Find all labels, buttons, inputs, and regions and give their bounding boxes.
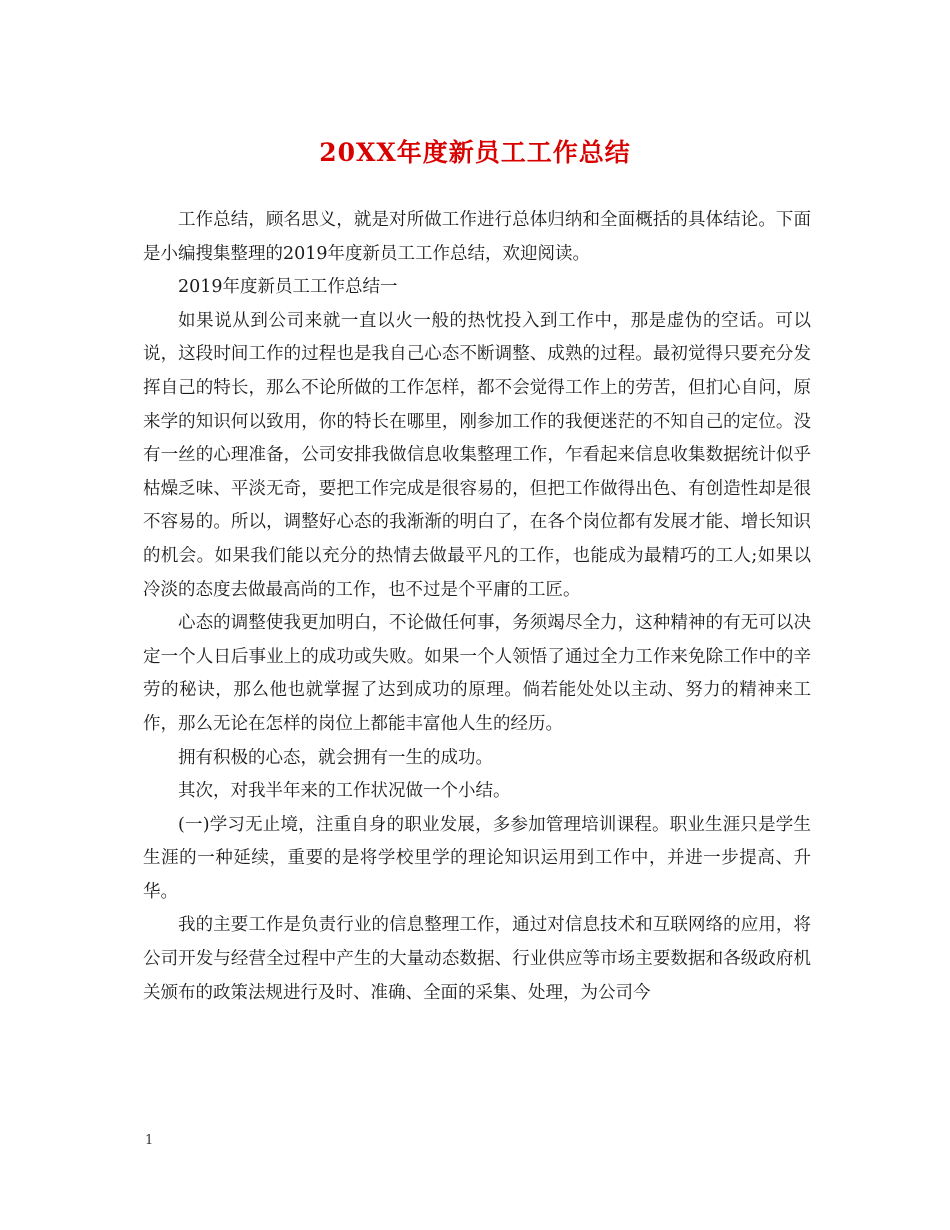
paragraph-section-heading: 2019年度新员工工作总结一 bbox=[178, 277, 398, 298]
paragraph-learning: (一)学习无止境，注重自身的职业发展，多参加管理培训课程。职业生涯只是学生生涯的一种延续，重要的是将学校里学的理论知识运用到工作中，并进一步提高、升华。 bbox=[143, 814, 811, 902]
paragraph-summary-intro: 其次，对我半年来的工作状况做一个小结。 bbox=[178, 781, 511, 802]
page-number: 1 bbox=[145, 1133, 154, 1148]
paragraph-mindset: 如果说从到公司来就一直以火一般的热忱投入到工作中，那是虚伪的空话。可以说，这段时间工作的过程也是我自己心态不断调整、成熟的过程。最初觉得只要充分发挥自己的特长，那么不论所做的工作怎样，都不会觉得工作上的劳苦，但扪心自问，原来学的知识何以致用，你的特长在哪里，刚参加工作的我便迷茫的不知自己的定位。没有一丝的心理准备，公司安排我做信息收集整理工作，乍看起来信息收集数据统计似乎枯燥乏味、平淡无奇，要把工作完成是很容易的，但把工作做得出色、有创造性却是很不容易的。所以，调整好心态的我渐渐的明白了，在各个岗位都有发展才能、增长知识的机会。如果我们能以充分的热情去做最平凡的工作，也能成为最精巧的工人;如果以冷淡的态度去做最高尚的工作，也不过是个平庸的工匠。 bbox=[143, 310, 811, 600]
paragraph-positive-attitude: 拥有积极的心态，就会拥有一生的成功。 bbox=[178, 747, 493, 768]
document-title: 20XX年度新员工工作总结 bbox=[319, 138, 631, 167]
document-body bbox=[143, 204, 811, 1010]
paragraph-effort: 心态的调整使我更加明白，不论做任何事，务须竭尽全力，这种精神的有无可以决定一个人日后事业上的成功或失败。如果一个人领悟了通过全力工作来免除工作中的辛劳的秘诀，那么他也就掌握了达到成功的原理。倘若能处处以主动、努力的精神来工作，那么无论在怎样的岗位上都能丰富他人生的经历。 bbox=[143, 613, 811, 734]
paragraph-main-work: 我的主要工作是负责行业的信息整理工作，通过对信息技术和互联网络的应用，将公司开发与经营全过程中产生的大量动态数据、行业供应等市场主要数据和各级政府机关颁布的政策法规进行及时、准确、全面的采集、处理，为公司今 bbox=[143, 915, 811, 1003]
paragraph-intro: 工作总结，顾名思义，就是对所做工作进行总体归纳和全面概括的具体结论。下面是小编搜集整理的2019年度新员工工作总结，欢迎阅读。 bbox=[143, 210, 811, 264]
